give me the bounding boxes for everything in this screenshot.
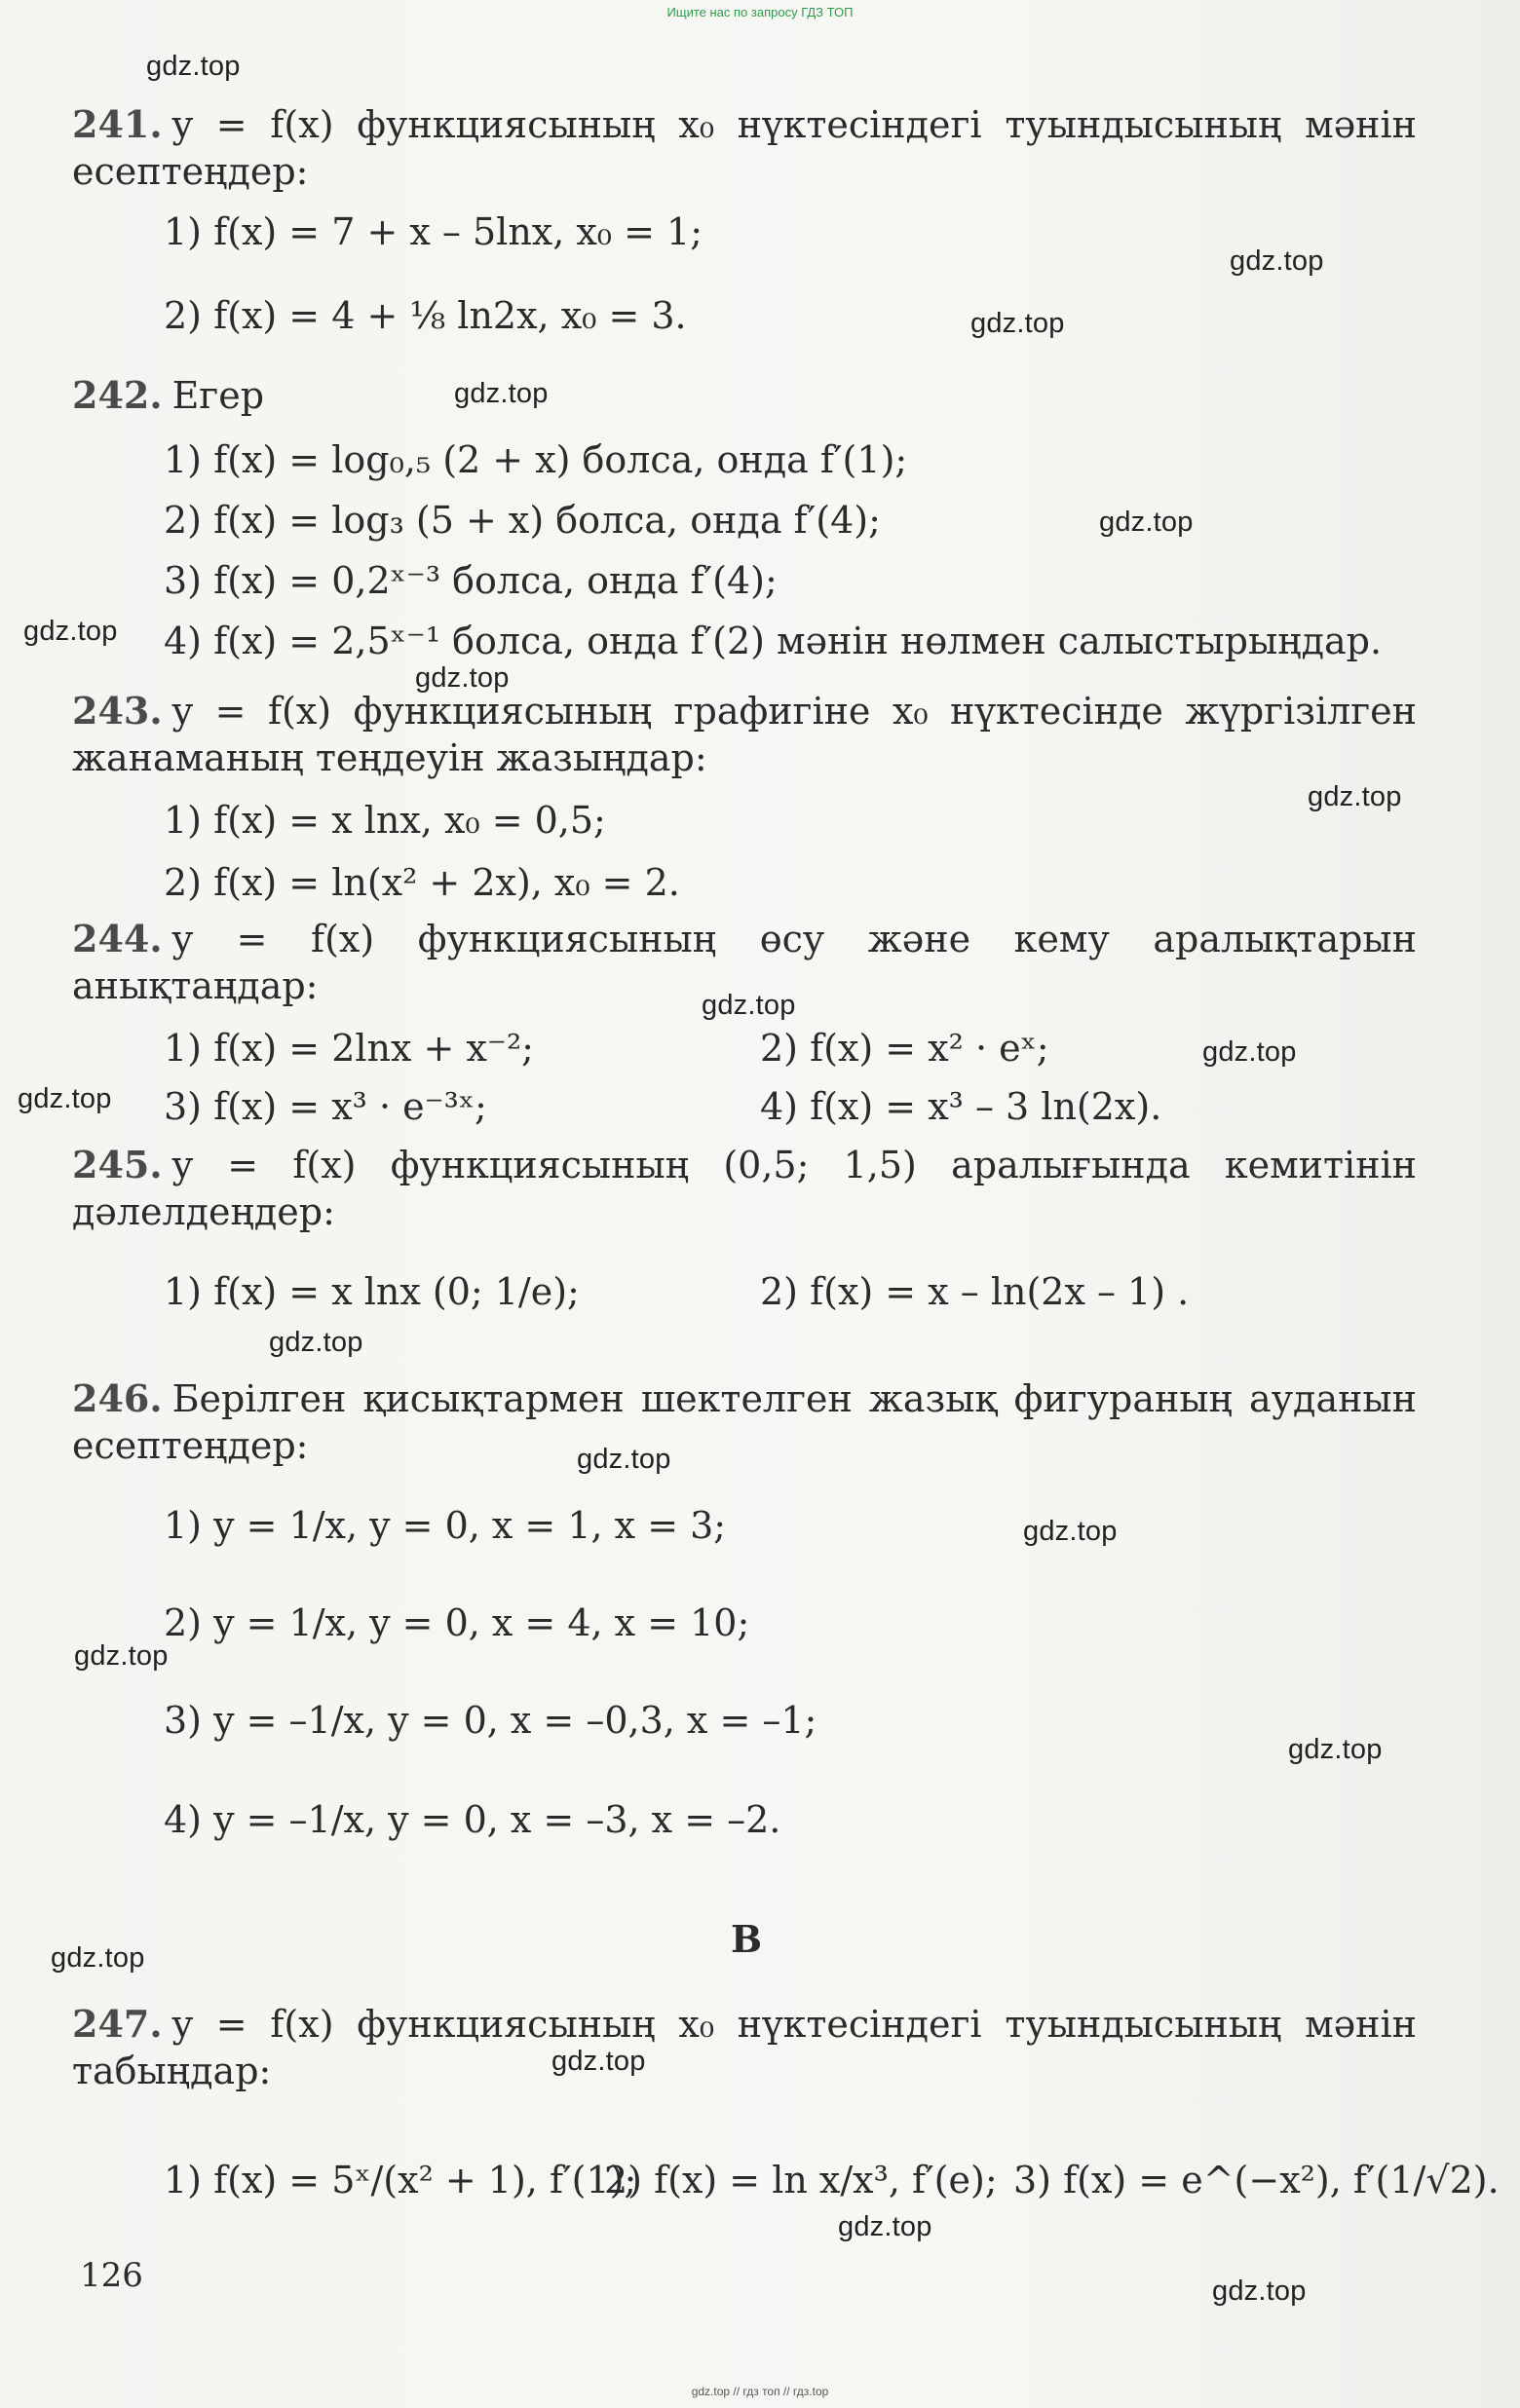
problem-247 <box>72 2001 1417 2094</box>
watermark: gdz.top <box>1023 1516 1118 1547</box>
top-banner[interactable]: Ищите нас по запросу ГДЗ ТОП <box>666 5 854 19</box>
bottom-banner[interactable]: gdz.top // гдз топ // гдз.top <box>691 2385 829 2398</box>
watermark: gdz.top <box>970 308 1065 339</box>
watermark: gdz.top <box>51 1942 145 1974</box>
watermark: gdz.top <box>1230 245 1324 277</box>
watermark: gdz.top <box>838 2211 932 2242</box>
problem-item: 1) f(x) = x lnx (0; 1/e); <box>164 1270 580 1313</box>
problem-244 <box>72 916 1417 1009</box>
watermark: gdz.top <box>1288 1734 1383 1765</box>
watermark: gdz.top <box>146 51 241 82</box>
problem-number: 247. <box>72 2002 163 2046</box>
problem-number: 245. <box>72 1143 163 1186</box>
problem-item: 3) f(x) = e^(−x²), f′(1/√2). <box>1013 2159 1500 2201</box>
problem-text: y = f(x) функциясының өсу және кему аралықтарын анықтаңдар: <box>72 918 1417 1007</box>
problem-number: 246. <box>72 1376 163 1420</box>
problem-item: 2) f(x) = x – ln(2x – 1) . <box>760 1270 1190 1313</box>
problem-text: y = f(x) функциясының x₀ нүктесіндегі туындысының мәнін есептеңдер: <box>72 103 1417 193</box>
watermark: gdz.top <box>454 378 549 409</box>
problem-item: 2) y = 1/x, y = 0, x = 4, x = 10; <box>164 1601 750 1644</box>
problem-245 <box>72 1142 1417 1235</box>
section-heading: В <box>731 1917 763 1961</box>
problem-246 <box>72 1375 1417 1469</box>
watermark: gdz.top <box>1308 781 1402 812</box>
watermark: gdz.top <box>1202 1036 1297 1068</box>
problem-item: 2) f(x) = ln(x² + 2x), x₀ = 2. <box>164 861 680 904</box>
problem-241 <box>72 101 1417 195</box>
problem-item: 1) f(x) = 7 + x – 5lnx, x₀ = 1; <box>164 210 703 253</box>
problem-item: 3) y = –1/x, y = 0, x = –0,3, x = –1; <box>164 1699 817 1742</box>
watermark: gdz.top <box>269 1327 363 1358</box>
problem-item: 1) f(x) = log₀,₅ (2 + x) болса, онда f′(1); <box>164 438 908 481</box>
problem-item: 2) f(x) = 4 + ⅛ ln2x, x₀ = 3. <box>164 294 687 337</box>
watermark: gdz.top <box>702 990 796 1021</box>
problem-item: 3) f(x) = x³ · e⁻³ˣ; <box>164 1085 487 1128</box>
watermark: gdz.top <box>551 2046 646 2077</box>
problem-243 <box>72 688 1417 781</box>
problem-item: 4) f(x) = x³ – 3 ln(2x). <box>760 1085 1162 1128</box>
problem-242 <box>72 372 1417 419</box>
watermark: gdz.top <box>74 1640 169 1672</box>
problem-number: 242. <box>72 373 163 417</box>
watermark: gdz.top <box>577 1444 671 1475</box>
problem-text: y = f(x) функциясының (0,5; 1,5) аралығында кемитінін дәлелдеңдер: <box>72 1144 1417 1233</box>
problem-text: y = f(x) функциясының графигіне x₀ нүктесінде жүргізілген жанаманың теңдеуін жазыңдар: <box>72 690 1417 779</box>
problem-text: Берілген қисықтармен шектелген жазық фигураның ауданын есептеңдер: <box>72 1377 1417 1467</box>
watermark: gdz.top <box>1099 507 1194 538</box>
page-number: 126 <box>80 2256 143 2295</box>
problem-item: 4) f(x) = 2,5ˣ⁻¹ болса, онда f′(2) мәнін нөлмен салыстырыңдар. <box>164 620 1383 662</box>
problem-item: 2) f(x) = ln x/x³, f′(e); <box>604 2159 998 2201</box>
problem-item: 3) f(x) = 0,2ˣ⁻³ болса, онда f′(4); <box>164 559 778 602</box>
problem-item: 1) f(x) = x lnx, x₀ = 0,5; <box>164 799 606 842</box>
problem-item: 1) f(x) = 2lnx + x⁻²; <box>164 1027 534 1070</box>
problem-item: 2) f(x) = log₃ (5 + x) болса, онда f′(4); <box>164 499 881 542</box>
problem-text: y = f(x) функциясының x₀ нүктесіндегі туындысының мәнін табыңдар: <box>72 2003 1417 2092</box>
problem-item: 1) y = 1/x, y = 0, x = 1, x = 3; <box>164 1504 727 1547</box>
problem-number: 244. <box>72 917 163 960</box>
watermark: gdz.top <box>1212 2276 1307 2307</box>
problem-number: 243. <box>72 689 163 733</box>
problem-item: 1) f(x) = 5ˣ/(x² + 1), f′(1); <box>164 2159 637 2201</box>
problem-item: 2) f(x) = x² · eˣ; <box>760 1027 1049 1070</box>
watermark: gdz.top <box>23 616 118 647</box>
problem-item: 4) y = –1/x, y = 0, x = –3, x = –2. <box>164 1798 781 1841</box>
problem-text: Егер <box>171 374 265 417</box>
watermark: gdz.top <box>18 1083 112 1114</box>
watermark: gdz.top <box>415 662 510 694</box>
problem-number: 241. <box>72 102 163 146</box>
